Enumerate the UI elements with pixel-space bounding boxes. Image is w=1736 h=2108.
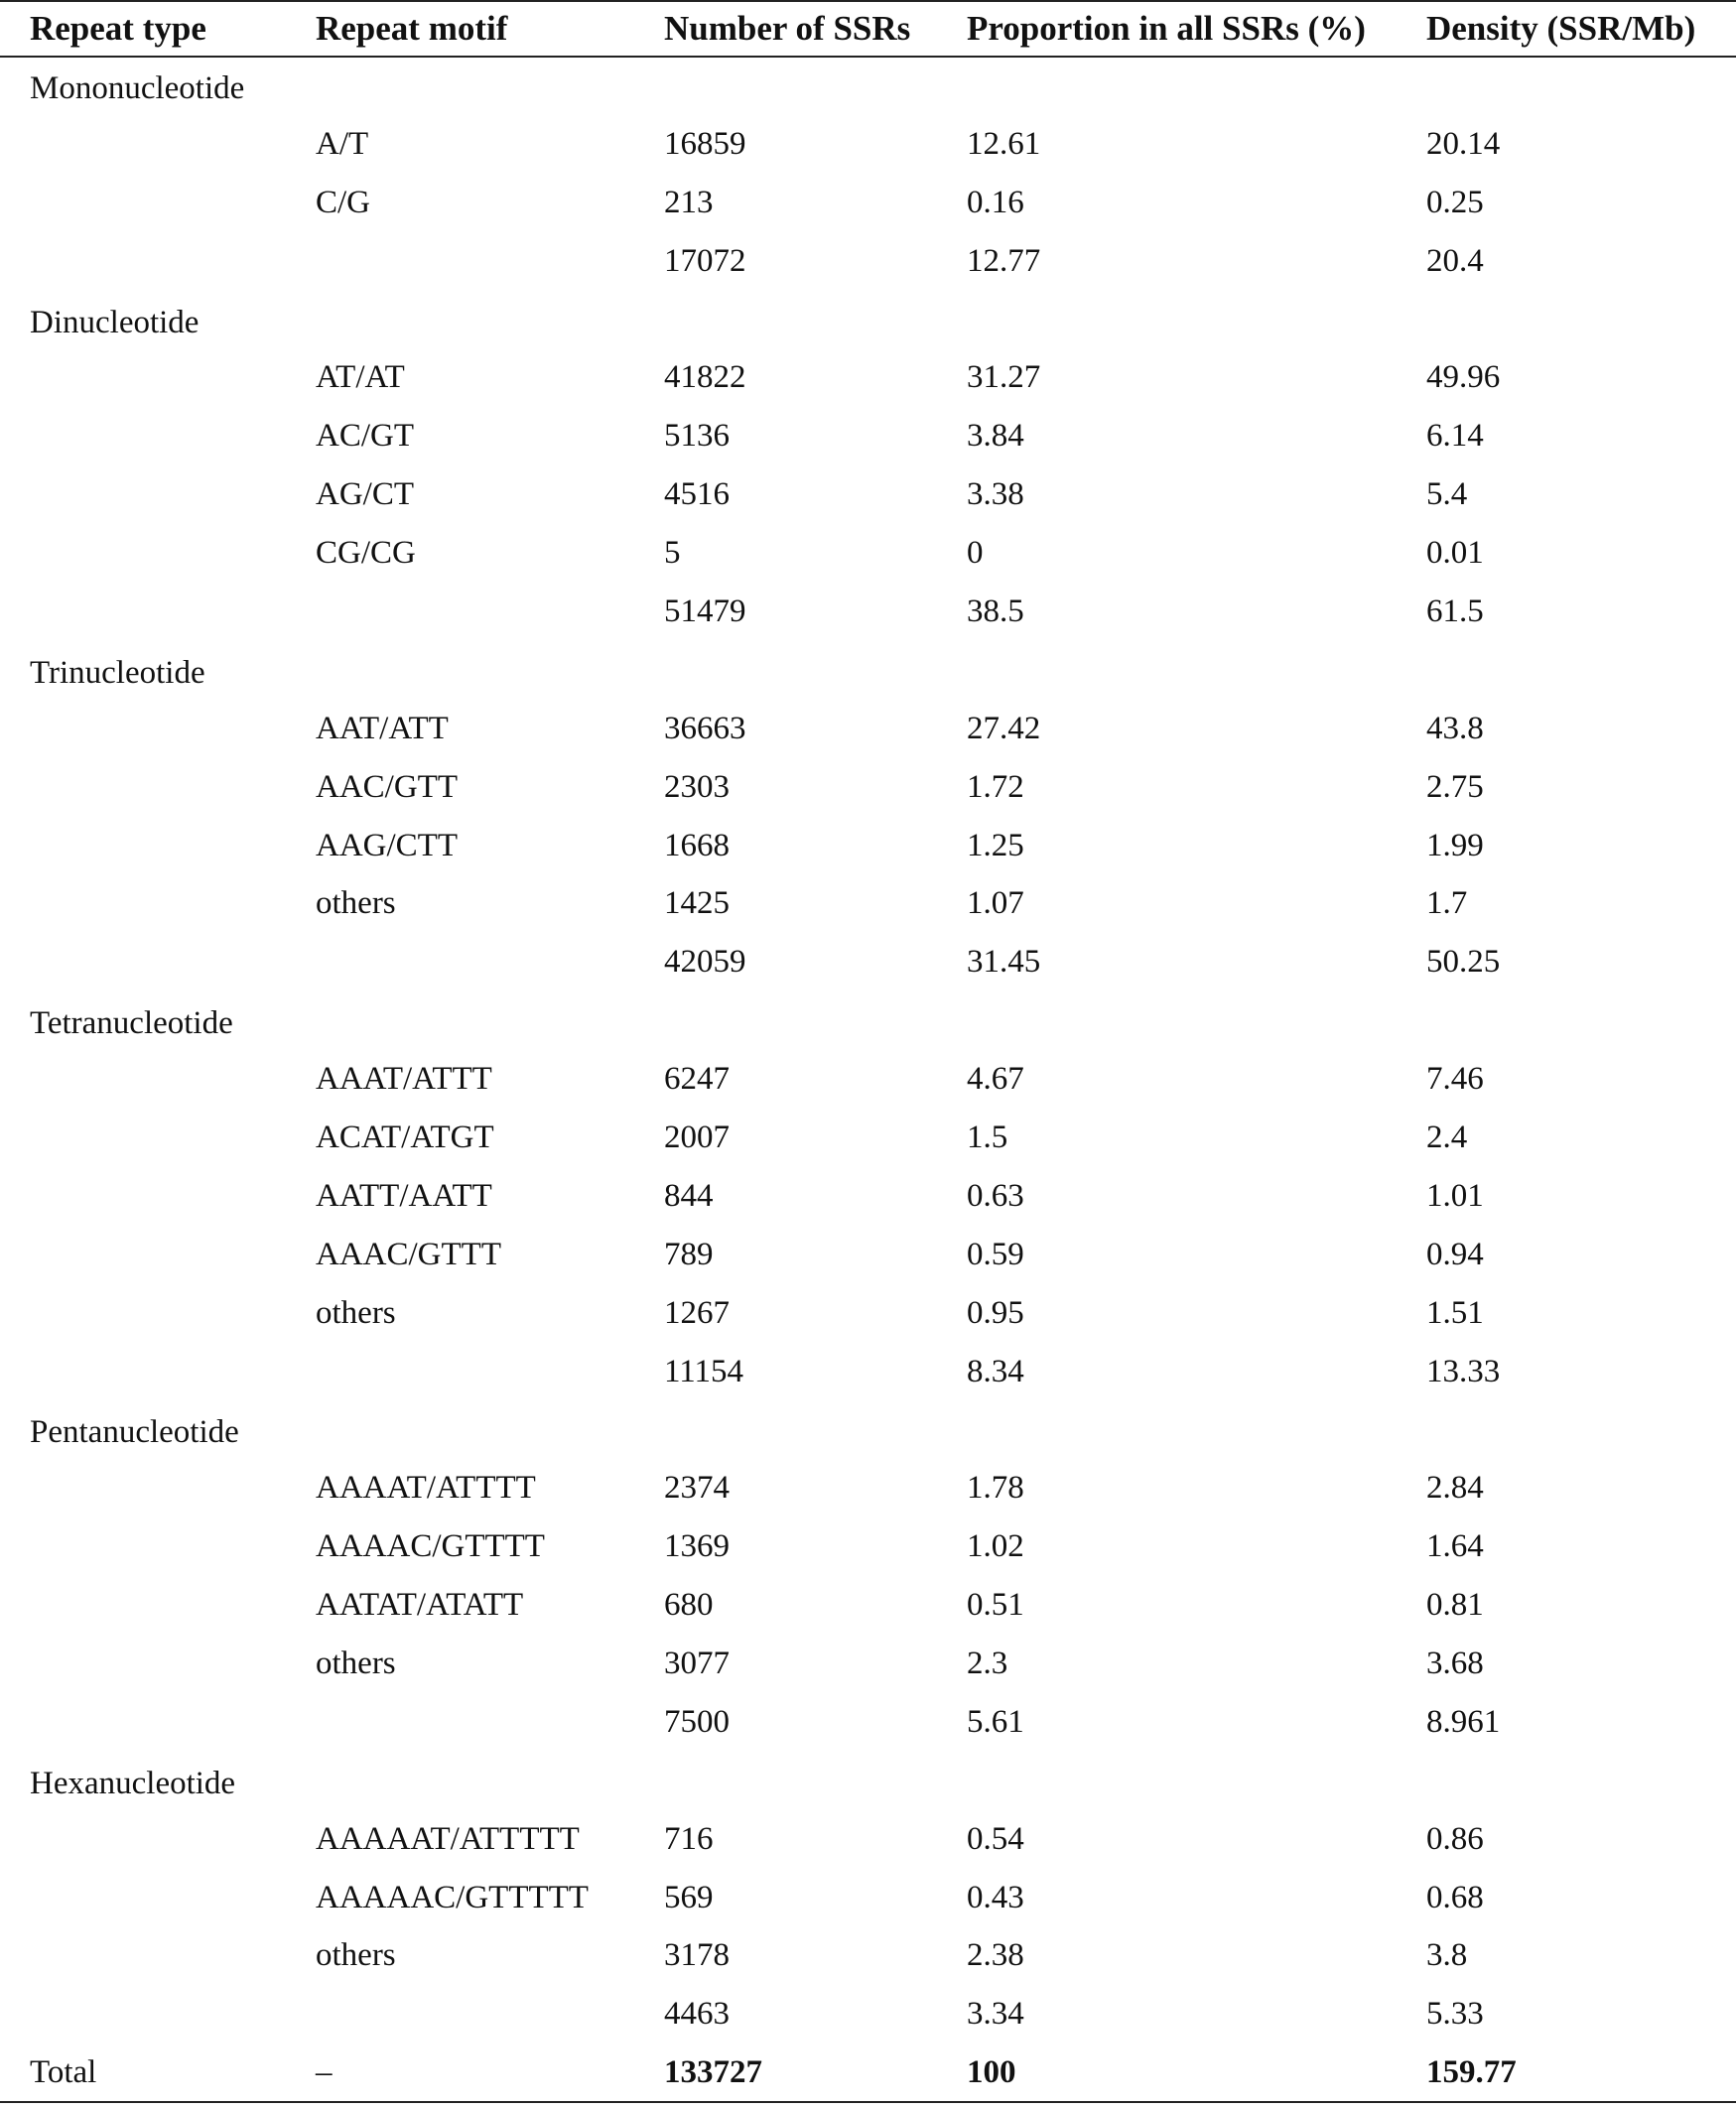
table-row	[0, 1109, 1736, 1167]
table-row	[0, 465, 1736, 524]
number-cell: 36663	[664, 710, 746, 746]
density-cell: 1.99	[1426, 827, 1484, 863]
density-cell: 7.46	[1426, 1061, 1484, 1098]
empty-cell	[0, 174, 316, 232]
empty-cell	[316, 232, 664, 291]
empty-cell	[664, 641, 967, 700]
proportion-cell: 2.38	[967, 1937, 1024, 1974]
proportion-cell: 0.43	[967, 1879, 1024, 1915]
header-density: Density (SSR/Mb)	[1426, 1, 1736, 57]
repeat-type-label: Tetranucleotide	[30, 1005, 233, 1042]
proportion-cell: 31.27	[967, 359, 1041, 396]
empty-cell	[0, 1050, 316, 1109]
motif-cell: AAAAAT/ATTTTT	[316, 1820, 580, 1857]
proportion-cell: 3.84	[967, 418, 1024, 455]
proportion-cell: 0.51	[967, 1587, 1024, 1624]
subtotal-density: 50.25	[1426, 944, 1501, 981]
table-row	[0, 1869, 1736, 1927]
subtotal-row	[0, 933, 1736, 991]
table-row	[0, 348, 1736, 407]
number-cell: 680	[664, 1587, 714, 1624]
empty-cell	[316, 641, 664, 700]
empty-cell	[0, 817, 316, 875]
empty-cell	[316, 1985, 664, 2043]
table-row	[0, 1517, 1736, 1576]
table-row	[0, 1459, 1736, 1517]
subtotal-row	[0, 583, 1736, 641]
empty-cell	[0, 700, 316, 758]
table-row	[0, 817, 1736, 875]
subtotal-row	[0, 1343, 1736, 1401]
repeat-type-label: Mononucleotide	[30, 70, 245, 107]
subtotal-row	[0, 1693, 1736, 1752]
empty-cell	[0, 348, 316, 407]
header-proportion: Proportion in all SSRs (%)	[967, 1, 1426, 57]
subtotal-proportion: 5.61	[967, 1703, 1024, 1740]
density-cell: 2.4	[1426, 1119, 1468, 1155]
empty-cell	[1426, 291, 1736, 349]
subtotal-number: 11154	[664, 1353, 744, 1389]
density-cell: 20.14	[1426, 125, 1501, 162]
header-repeat-motif: Repeat motif	[316, 1, 664, 57]
empty-cell	[0, 1167, 316, 1226]
group-header-row	[0, 641, 1736, 700]
empty-cell	[664, 57, 967, 115]
empty-cell	[0, 758, 316, 817]
empty-cell	[0, 1869, 316, 1927]
density-cell: 5.4	[1426, 476, 1468, 513]
header-repeat-type: Repeat type	[0, 1, 316, 57]
proportion-cell: 0.54	[967, 1820, 1024, 1857]
motif-cell: A/T	[316, 125, 369, 162]
number-cell: 16859	[664, 125, 746, 162]
density-cell: 3.68	[1426, 1645, 1484, 1681]
proportion-cell: 1.5	[967, 1119, 1008, 1155]
density-cell: 0.86	[1426, 1820, 1484, 1857]
density-cell: 0.25	[1426, 184, 1484, 220]
total-label: Total	[0, 2043, 316, 2102]
empty-cell	[1426, 1752, 1736, 1810]
motif-cell: AAT/ATT	[316, 710, 449, 746]
empty-cell	[967, 1400, 1426, 1459]
number-cell: 6247	[664, 1061, 730, 1098]
empty-cell	[0, 115, 316, 174]
repeat-type-label: Hexanucleotide	[30, 1765, 236, 1801]
density-cell: 0.68	[1426, 1879, 1484, 1915]
number-cell: 2303	[664, 768, 730, 805]
empty-cell	[967, 991, 1426, 1050]
total-density: 159.77	[1426, 2043, 1736, 2102]
table-row	[0, 1226, 1736, 1284]
number-cell: 1267	[664, 1294, 730, 1331]
empty-cell	[1426, 991, 1736, 1050]
proportion-cell: 1.78	[967, 1470, 1024, 1507]
density-cell: 1.51	[1426, 1294, 1484, 1331]
empty-cell	[0, 1927, 316, 1986]
subtotal-density: 5.33	[1426, 1996, 1484, 2033]
proportion-cell: 0.59	[967, 1236, 1024, 1272]
empty-cell	[0, 1109, 316, 1167]
motif-cell: AT/AT	[316, 359, 405, 396]
repeat-type-label: Dinucleotide	[30, 304, 200, 340]
empty-cell	[316, 57, 664, 115]
total-number: 133727	[664, 2043, 967, 2102]
table-row	[0, 1576, 1736, 1635]
number-cell: 4516	[664, 476, 730, 513]
density-cell: 49.96	[1426, 359, 1501, 396]
empty-cell	[0, 1693, 316, 1752]
table-row	[0, 115, 1736, 174]
motif-cell: AAG/CTT	[316, 827, 458, 863]
proportion-cell: 2.3	[967, 1645, 1008, 1681]
density-cell: 1.64	[1426, 1528, 1484, 1565]
table-row	[0, 1810, 1736, 1869]
number-cell: 5	[664, 535, 681, 572]
number-cell: 213	[664, 184, 714, 220]
empty-cell	[0, 524, 316, 583]
subtotal-density: 13.33	[1426, 1353, 1501, 1389]
subtotal-number: 4463	[664, 1996, 730, 2033]
empty-cell	[316, 991, 664, 1050]
table-row	[0, 407, 1736, 465]
empty-cell	[967, 291, 1426, 349]
motif-cell: others	[316, 1645, 396, 1681]
subtotal-number: 42059	[664, 944, 746, 981]
proportion-cell: 3.38	[967, 476, 1024, 513]
group-header-row	[0, 57, 1736, 115]
empty-cell	[664, 1400, 967, 1459]
subtotal-proportion: 38.5	[967, 593, 1024, 629]
density-cell: 0.01	[1426, 535, 1484, 572]
proportion-cell: 1.72	[967, 768, 1024, 805]
group-header-row	[0, 291, 1736, 349]
proportion-cell: 27.42	[967, 710, 1041, 746]
density-cell: 6.14	[1426, 418, 1484, 455]
header-row	[0, 1, 1736, 57]
density-cell: 43.8	[1426, 710, 1484, 746]
proportion-cell: 1.25	[967, 827, 1024, 863]
motif-cell: AAAC/GTTT	[316, 1236, 501, 1272]
density-cell: 2.75	[1426, 768, 1484, 805]
subtotal-density: 61.5	[1426, 593, 1484, 629]
motif-cell: AG/CT	[316, 476, 414, 513]
density-cell: 1.7	[1426, 885, 1468, 922]
empty-cell	[0, 1985, 316, 2043]
proportion-cell: 4.67	[967, 1061, 1024, 1098]
repeat-type-label: Pentanucleotide	[30, 1414, 239, 1451]
number-cell: 41822	[664, 359, 746, 396]
number-cell: 5136	[664, 418, 730, 455]
table-row	[0, 1635, 1736, 1693]
empty-cell	[967, 57, 1426, 115]
motif-cell: AAAT/ATTT	[316, 1061, 492, 1098]
empty-cell	[0, 465, 316, 524]
empty-cell	[1426, 641, 1736, 700]
motif-cell: AAAAAC/GTTTTT	[316, 1879, 589, 1915]
empty-cell	[0, 1517, 316, 1576]
number-cell: 1425	[664, 885, 730, 922]
number-cell: 1369	[664, 1528, 730, 1565]
motif-cell: AAAAC/GTTTT	[316, 1528, 545, 1565]
empty-cell	[0, 1576, 316, 1635]
number-cell: 3077	[664, 1645, 730, 1681]
number-cell: 569	[664, 1879, 714, 1915]
subtotal-density: 20.4	[1426, 242, 1484, 279]
subtotal-number: 51479	[664, 593, 746, 629]
motif-cell: others	[316, 885, 396, 922]
empty-cell	[0, 933, 316, 991]
group-header-row	[0, 1752, 1736, 1810]
density-cell: 1.01	[1426, 1177, 1484, 1214]
table-row	[0, 1167, 1736, 1226]
group-header-row	[0, 991, 1736, 1050]
empty-cell	[664, 991, 967, 1050]
empty-cell	[0, 583, 316, 641]
number-cell: 3178	[664, 1937, 730, 1974]
proportion-cell: 0	[967, 535, 984, 572]
motif-cell: AC/GT	[316, 418, 414, 455]
table-row	[0, 874, 1736, 933]
motif-cell: AAC/GTT	[316, 768, 458, 805]
subtotal-density: 8.961	[1426, 1703, 1501, 1740]
empty-cell	[1426, 1400, 1736, 1459]
empty-cell	[967, 641, 1426, 700]
motif-cell: AAAAT/ATTTT	[316, 1470, 536, 1507]
motif-cell: AATT/AATT	[316, 1177, 492, 1214]
empty-cell	[0, 1810, 316, 1869]
table-row	[0, 1050, 1736, 1109]
total-row	[0, 2043, 1736, 2102]
total-proportion: 100	[967, 2043, 1426, 2102]
table-row	[0, 1927, 1736, 1986]
proportion-cell: 0.95	[967, 1294, 1024, 1331]
empty-cell	[316, 1400, 664, 1459]
number-cell: 789	[664, 1236, 714, 1272]
proportion-cell: 12.61	[967, 125, 1041, 162]
empty-cell	[0, 1284, 316, 1343]
empty-cell	[0, 232, 316, 291]
empty-cell	[0, 874, 316, 933]
empty-cell	[664, 1752, 967, 1810]
empty-cell	[316, 933, 664, 991]
subtotal-number: 7500	[664, 1703, 730, 1740]
table-header	[0, 1, 1736, 57]
empty-cell	[316, 291, 664, 349]
repeat-type-label: Trinucleotide	[30, 654, 205, 691]
number-cell: 2007	[664, 1119, 730, 1155]
empty-cell	[316, 1693, 664, 1752]
group-header-row	[0, 1400, 1736, 1459]
table-row	[0, 700, 1736, 758]
number-cell: 2374	[664, 1470, 730, 1507]
motif-cell: CG/CG	[316, 535, 416, 572]
empty-cell	[316, 583, 664, 641]
density-cell: 0.81	[1426, 1587, 1484, 1624]
proportion-cell: 1.07	[967, 885, 1024, 922]
density-cell: 0.94	[1426, 1236, 1484, 1272]
subtotal-row	[0, 232, 1736, 291]
density-cell: 2.84	[1426, 1470, 1484, 1507]
subtotal-number: 17072	[664, 242, 746, 279]
empty-cell	[1426, 57, 1736, 115]
table-row	[0, 174, 1736, 232]
empty-cell	[664, 291, 967, 349]
proportion-cell: 0.16	[967, 184, 1024, 220]
empty-cell	[0, 1226, 316, 1284]
empty-cell	[0, 1635, 316, 1693]
subtotal-row	[0, 1985, 1736, 2043]
empty-cell	[0, 1343, 316, 1401]
number-cell: 1668	[664, 827, 730, 863]
table-body	[0, 57, 1736, 2102]
density-cell: 3.8	[1426, 1937, 1468, 1974]
subtotal-proportion: 12.77	[967, 242, 1041, 279]
subtotal-proportion: 31.45	[967, 944, 1041, 981]
table-row	[0, 1284, 1736, 1343]
table-row	[0, 758, 1736, 817]
motif-cell: C/G	[316, 184, 371, 220]
motif-cell: AATAT/ATATT	[316, 1587, 524, 1624]
header-number-of-ssrs: Number of SSRs	[664, 1, 967, 57]
subtotal-proportion: 8.34	[967, 1353, 1024, 1389]
empty-cell	[316, 1752, 664, 1810]
proportion-cell: 1.02	[967, 1528, 1024, 1565]
motif-cell: others	[316, 1294, 396, 1331]
number-cell: 716	[664, 1820, 714, 1857]
empty-cell	[0, 407, 316, 465]
empty-cell	[967, 1752, 1426, 1810]
empty-cell	[0, 1459, 316, 1517]
total-motif: –	[316, 2043, 664, 2102]
motif-cell: ACAT/ATGT	[316, 1119, 494, 1155]
proportion-cell: 0.63	[967, 1177, 1024, 1214]
number-cell: 844	[664, 1177, 714, 1214]
empty-cell	[316, 1343, 664, 1401]
table-row	[0, 524, 1736, 583]
motif-cell: others	[316, 1937, 396, 1974]
subtotal-proportion: 3.34	[967, 1996, 1024, 2033]
